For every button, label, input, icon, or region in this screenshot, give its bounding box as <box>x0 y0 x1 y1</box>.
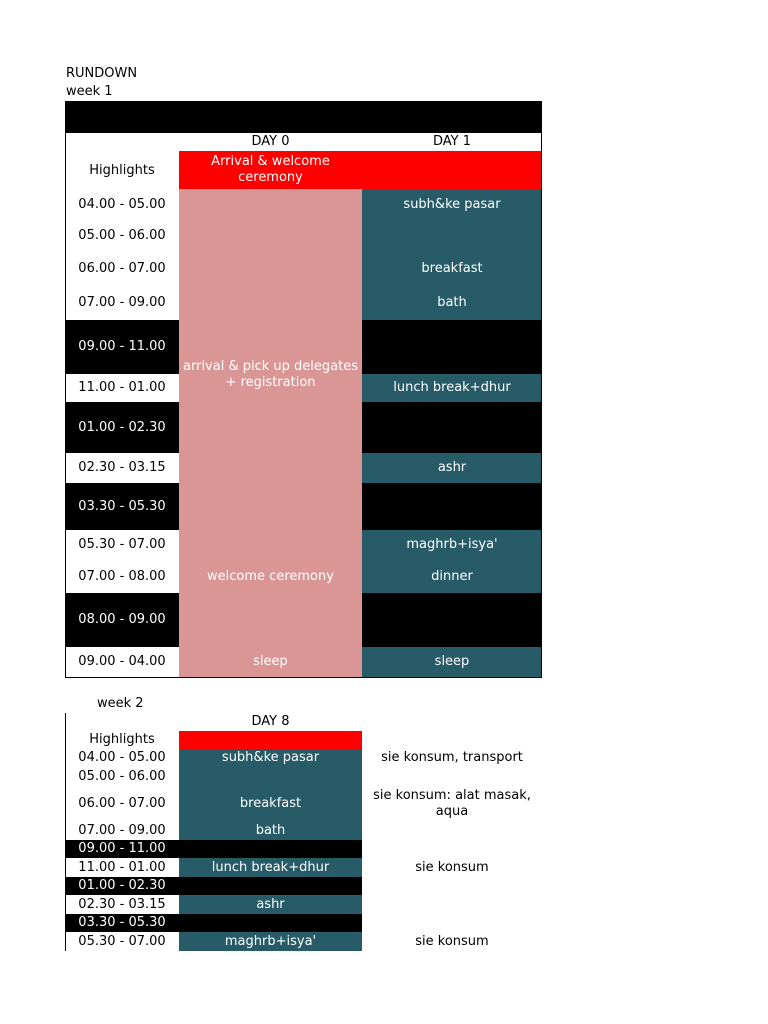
w2-time-row: 02.30 - 03.15 <box>78 896 166 912</box>
day1-event <box>362 483 542 530</box>
w2-time-row: 05.30 - 07.00 <box>78 933 166 949</box>
day8-event: breakfast <box>239 796 302 811</box>
w2-time-row: 05.00 - 06.00 <box>78 768 166 784</box>
w1-time-row: 08.00 - 09.00 <box>65 593 179 647</box>
day8-note-text: sie konsum: alat masak, aqua <box>373 788 531 819</box>
w1-time-row: 06.00 - 07.00 <box>78 260 166 276</box>
day8-event: maghrb+isya' <box>179 932 362 951</box>
w1-time-row: 02.30 - 03.15 <box>78 460 166 475</box>
highlights-label: Highlights <box>89 162 155 178</box>
day1-event <box>362 402 542 453</box>
day1-event: lunch break+dhur <box>362 374 542 402</box>
w1-time-row: 05.30 - 07.00 <box>78 537 166 552</box>
w1-time-row: 04.00 - 05.00 <box>78 196 166 212</box>
day8-event <box>179 877 362 895</box>
day1-event: dinner <box>431 568 473 584</box>
day0-welcome-event: welcome ceremony <box>207 568 334 584</box>
w1-right-border <box>541 101 542 678</box>
w2-time-row: 06.00 - 07.00 <box>78 796 166 811</box>
day8-note <box>362 786 542 822</box>
w1-time-row: 07.00 - 09.00 <box>78 295 166 310</box>
w1-bottom-border <box>65 677 542 678</box>
w2-time-row: 11.00 - 01.00 <box>78 859 166 875</box>
w2-time-row: 01.00 - 02.30 <box>65 877 179 895</box>
w1-time-row: 07.00 - 08.00 <box>78 568 166 584</box>
day1-event: sleep <box>362 647 542 677</box>
day1-event <box>362 320 542 374</box>
day8-event: subh&ke pasar <box>221 750 320 765</box>
day8-highlight <box>179 731 362 749</box>
day0-column <box>179 189 362 677</box>
day0-sleep-event: sleep <box>253 654 288 669</box>
day1-header: DAY 1 <box>432 134 471 149</box>
w2-highlights-label: Highlights <box>89 732 155 747</box>
page-title: RUNDOWN <box>66 66 138 81</box>
day0-highlight-text: Arrival & welcome ceremony <box>211 154 330 185</box>
w2-time-row: 03.30 - 05.30 <box>65 914 179 932</box>
week2-label: week 2 <box>97 696 144 711</box>
day8-event: bath <box>255 823 286 838</box>
w2-time-row: 07.00 - 09.00 <box>78 823 166 838</box>
day1-event: breakfast <box>421 260 483 276</box>
day8-note: sie konsum, transport <box>381 750 523 765</box>
week1-label: week 1 <box>66 84 113 99</box>
w1-time-row: 05.00 - 06.00 <box>78 227 166 243</box>
day1-event-text: subh&ke pasar <box>403 197 501 212</box>
day1-event: maghrb+isya' <box>406 537 498 552</box>
day0-arrival-text: arrival & pick up delegates + registration <box>183 359 358 390</box>
day8-note: sie konsum <box>415 933 489 949</box>
day8-note: sie konsum <box>415 859 489 875</box>
day0-arrival-event <box>179 358 362 392</box>
day0-highlight <box>179 151 542 189</box>
w1-time-row: 09.00 - 04.00 <box>78 654 166 669</box>
day8-event <box>179 840 362 858</box>
w1-time-row: 01.00 - 02.30 <box>65 402 179 453</box>
w2-time-row: 04.00 - 05.00 <box>78 750 166 765</box>
w1-time-row: 11.00 - 01.00 <box>78 380 166 395</box>
day1-event <box>362 593 542 647</box>
day0-header: DAY 0 <box>251 134 290 149</box>
w1-left-border <box>65 101 66 678</box>
day1-event: bath <box>437 295 467 310</box>
week1-header-bar <box>65 101 542 133</box>
day1-event: ashr <box>362 453 542 483</box>
w1-time-row: 03.30 - 05.30 <box>65 483 179 530</box>
day8-event: lunch break+dhur <box>179 858 362 877</box>
day8-event: ashr <box>179 895 362 914</box>
w1-time-row: 09.00 - 11.00 <box>65 320 179 374</box>
day8-header: DAY 8 <box>251 714 290 729</box>
w2-time-row: 09.00 - 11.00 <box>65 840 179 858</box>
day8-event <box>179 914 362 932</box>
